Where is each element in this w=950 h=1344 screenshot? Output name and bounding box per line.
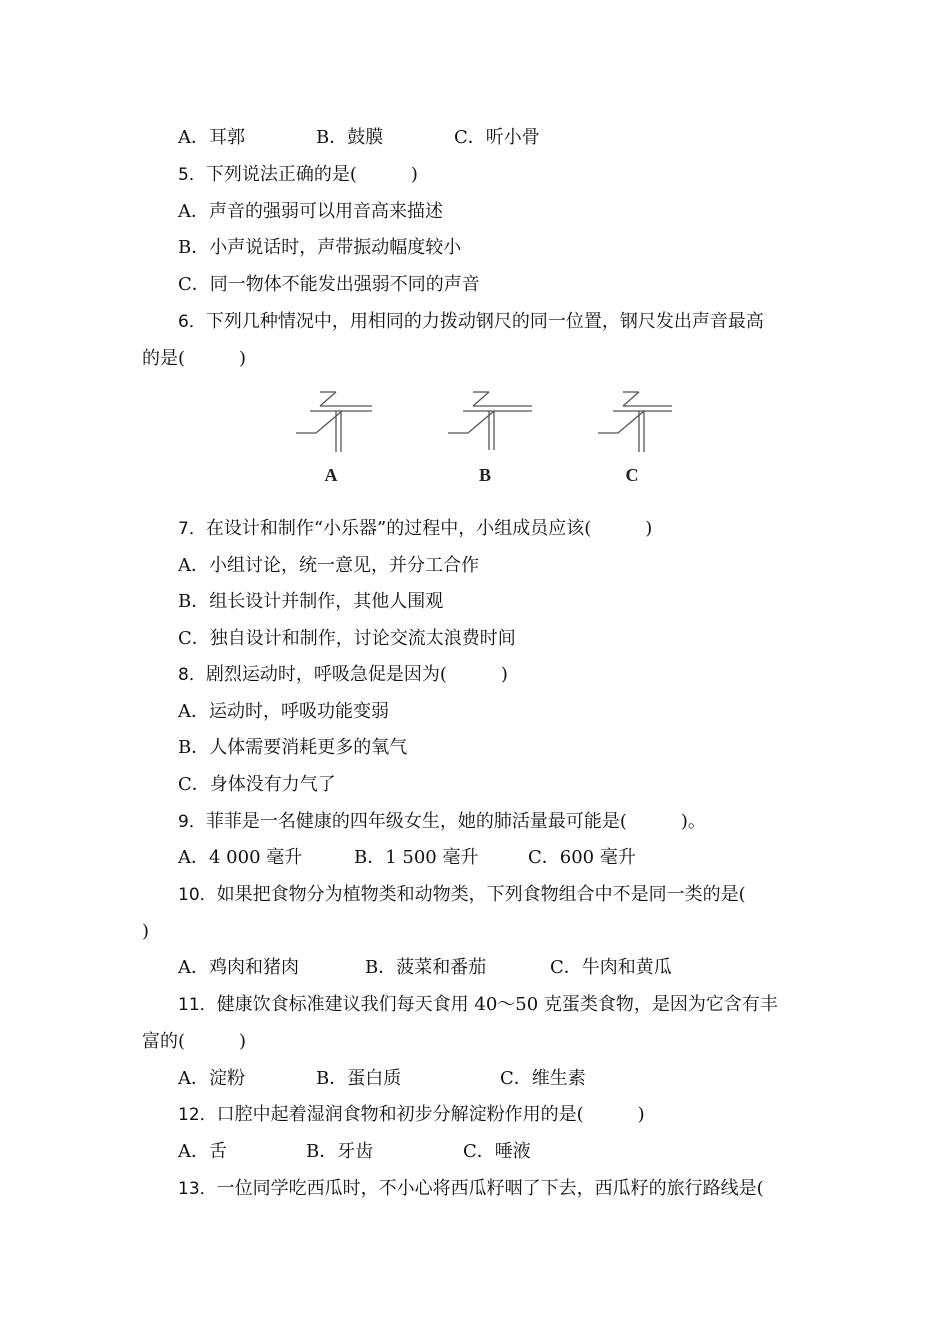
q10-option-c: C．牛肉和黄瓜 [550, 957, 672, 978]
q5-stem [178, 163, 858, 187]
q4-options [178, 126, 858, 150]
q9-option-c: C．600 毫升 [528, 847, 636, 868]
q4-option-a: A．耳郭 [178, 127, 245, 148]
figure-label-a: A [324, 465, 338, 485]
figure-label-b: B [478, 465, 492, 485]
ruler-diagram-a [296, 392, 372, 452]
q8-option-c: C．身体没有力气了 [178, 774, 336, 795]
q5-option-b: B．小声说话时，声带振动幅度较小 [178, 237, 462, 258]
ruler-diagrams [280, 382, 700, 492]
q10-stem-line1 [178, 883, 858, 907]
q8-stem [178, 663, 858, 687]
q6-ruler-figure [280, 382, 700, 492]
q11-options [178, 1067, 858, 1091]
q10-text: 如果把食物分为植物类和动物类，下列食物组合中不是同一类的是( [216, 884, 746, 905]
q12-number: 12． [178, 1105, 217, 1125]
q6-stem-line2: 的是( ) [142, 348, 247, 369]
q12-text: 口腔中起着湿润食物和初步分解淀粉作用的是( ) [216, 1104, 645, 1125]
q5-number: 5． [178, 165, 206, 185]
q11-option-c: C．维生素 [500, 1068, 586, 1089]
q9-text: 菲菲是一名健康的四年级女生，她的肺活量最可能是( )。 [205, 811, 706, 832]
q7-text: 在设计和制作“小乐器”的过程中，小组成员应该( ) [205, 518, 653, 539]
q11-stem-line2: 富的( ) [142, 1031, 247, 1052]
q7-stem [178, 517, 858, 541]
q10-number: 10． [178, 885, 217, 905]
q10-option-b: B．菠菜和番茄 [365, 957, 487, 978]
q8-number: 8． [178, 665, 206, 685]
q11-text: 健康饮食标准建议我们每天食用 40～50 克蛋类食物，是因为它含有丰 [216, 994, 778, 1015]
q7-option-c: C．独自设计和制作，讨论交流太浪费时间 [178, 628, 516, 649]
q10-stem-line2: ) [142, 921, 150, 942]
q6-stem-line1 [178, 310, 858, 334]
q11-stem-line1 [178, 993, 858, 1017]
q9-stem [178, 810, 858, 834]
q9-option-b: B．1 500 毫升 [354, 847, 479, 868]
q5-text: 下列说法正确的是( ) [205, 164, 418, 185]
q5-option-a: A．声音的强弱可以用音高来描述 [178, 201, 443, 222]
q10-option-a: A．鸡肉和猪肉 [178, 957, 299, 978]
q12-option-a: A．舌 [178, 1141, 227, 1162]
q10-options [178, 956, 858, 980]
q6-text: 下列几种情况中，用相同的力拨动钢尺的同一位置，钢尺发出声音最高 [205, 311, 764, 332]
q8-option-a: A．运动时，呼吸功能变弱 [178, 701, 389, 722]
q6-number: 6． [178, 312, 206, 332]
q5-option-c: C．同一物体不能发出强弱不同的声音 [178, 274, 480, 295]
q12-options [178, 1140, 858, 1164]
q9-option-a: A．4 000 毫升 [178, 847, 303, 868]
q12-option-c: C．唾液 [463, 1141, 531, 1162]
figure-label-c: C [625, 465, 639, 485]
q9-options [178, 846, 858, 870]
q11-option-a: A．淀粉 [178, 1068, 245, 1089]
q7-number: 7． [178, 519, 206, 539]
q7-option-a: A．小组讨论，统一意见，并分工合作 [178, 555, 479, 576]
q13-stem [178, 1177, 858, 1201]
q12-stem [178, 1103, 858, 1127]
q9-number: 9． [178, 812, 206, 832]
q11-number: 11． [178, 995, 217, 1015]
q12-option-b: B．牙齿 [306, 1141, 374, 1162]
q4-option-b: B．鼓膜 [316, 127, 384, 148]
q8-text: 剧烈运动时，呼吸急促是因为( ) [205, 664, 508, 685]
q4-option-c: C．听小骨 [454, 127, 540, 148]
q13-text: 一位同学吃西瓜时，不小心将西瓜籽咽了下去，西瓜籽的旅行路线是( [216, 1178, 764, 1199]
q7-option-b: B．组长设计并制作，其他人围观 [178, 591, 444, 612]
ruler-diagram-c [598, 392, 672, 452]
q11-option-b: B．蛋白质 [316, 1068, 402, 1089]
q13-number: 13． [178, 1179, 217, 1199]
q8-option-b: B．人体需要消耗更多的氧气 [178, 737, 408, 758]
ruler-diagram-b [448, 392, 532, 450]
